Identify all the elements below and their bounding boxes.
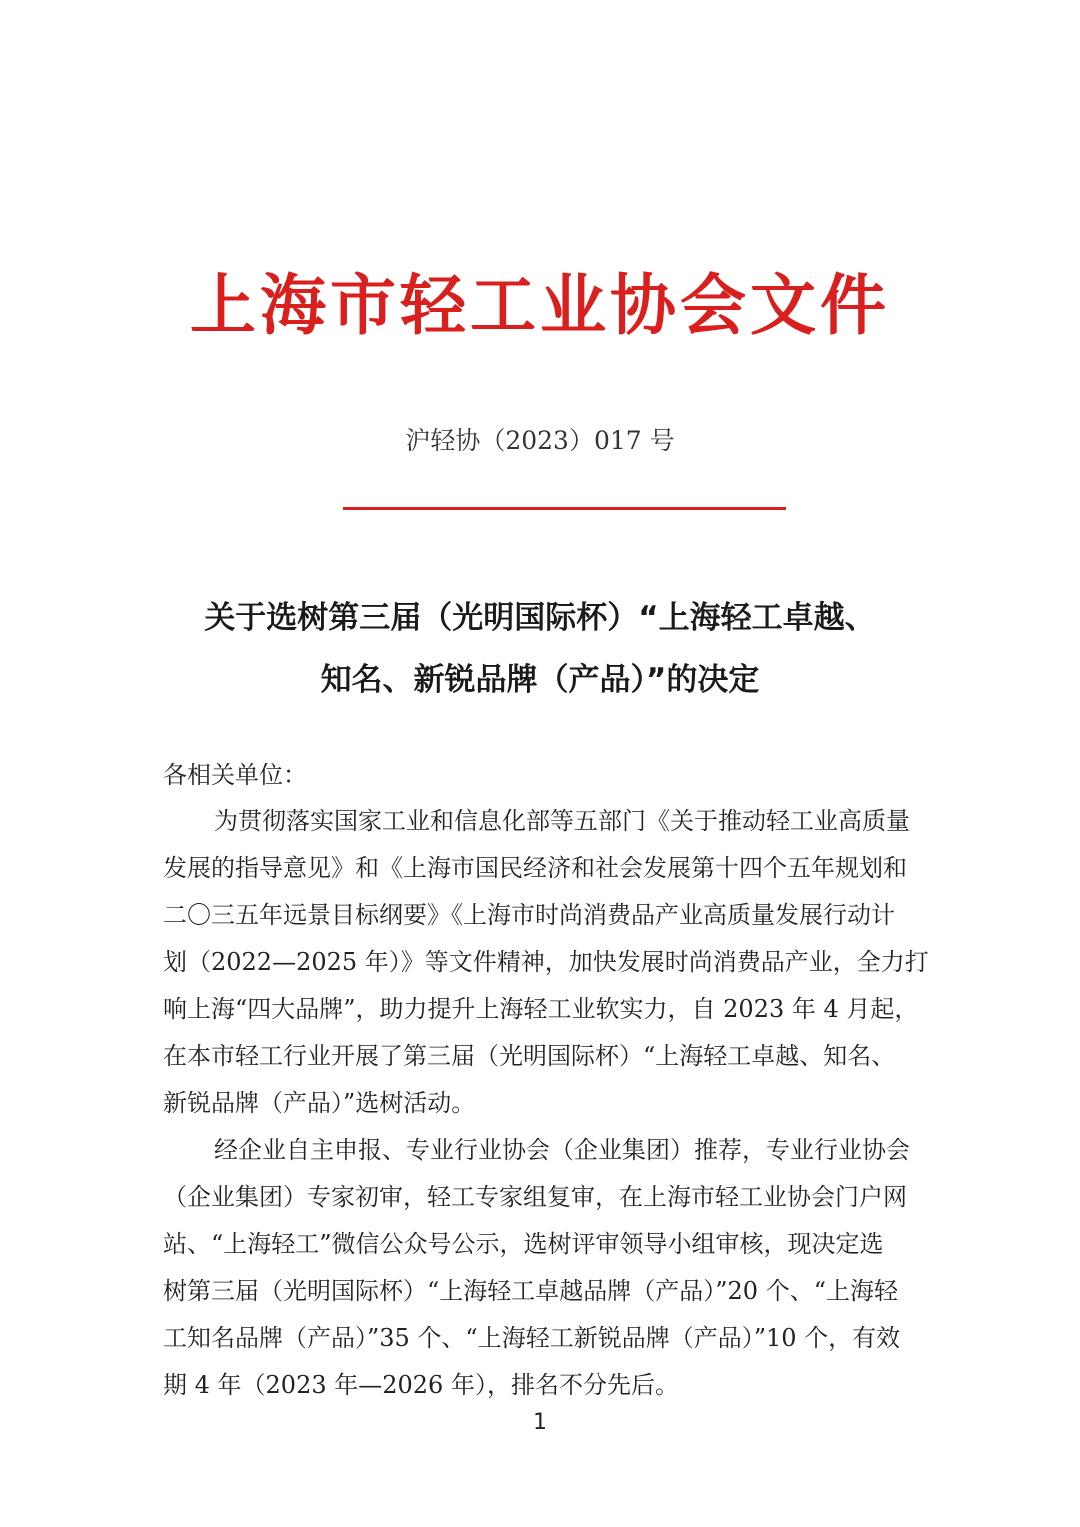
body-line: 新锐品牌（产品）”选树活动。 (163, 1089, 476, 1117)
body-line: 工知名品牌（产品）”35 个、“上海轻工新锐品牌（产品）”10 个，有效 (163, 1324, 901, 1352)
body-line: 期 4 年（2023 年—2026 年），排名不分先后。 (163, 1371, 679, 1399)
body-line: 站、“上海轻工”微信公众号公示，选树评审领导小组审核，现决定选 (163, 1230, 884, 1258)
body-line: 在本市轻工行业开展了第三届（光明国际杯）“上海轻工卓越、知名、 (163, 1042, 896, 1070)
body-line: 发展的指导意见》和《上海市国民经济和社会发展第十四个五年规划和 (163, 854, 907, 882)
body-line: 树第三届（光明国际杯）“上海轻工卓越品牌（产品）”20 个、“上海轻 (163, 1277, 898, 1305)
red-divider (343, 507, 786, 510)
document-heading-line-2: 知名、新锐品牌（产品）”的决定 (320, 662, 760, 698)
body-line: 二〇三五年远景目标纲要》《上海市时尚消费品产业高质量发展行动计 (163, 901, 895, 929)
body-line: 划（2022—2025 年）》等文件精神，加快发展时尚消费品产业，全力打 (163, 948, 929, 976)
salutation: 各相关单位： (163, 761, 307, 789)
page-number: 1 (533, 1410, 547, 1435)
document-heading-line-1: 关于选树第三届（光明国际杯）“上海轻工卓越、 (204, 600, 876, 636)
document-number: 沪轻协（2023）017 号 (405, 426, 675, 455)
org-title: 上海市轻工业协会文件 (190, 266, 890, 344)
body-line: （企业集团）专家初审，轻工专家组复审，在上海市轻工业协会门户网 (163, 1183, 907, 1211)
body-line: 为贯彻落实国家工业和信息化部等五部门《关于推动轻工业高质量 (214, 807, 910, 835)
body-line: 响上海“四大品牌”，助力提升上海轻工业软实力，自 2023 年 4 月起， (163, 995, 919, 1023)
body-line: 经企业自主申报、专业行业协会（企业集团）推荐，专业行业协会 (214, 1136, 910, 1164)
